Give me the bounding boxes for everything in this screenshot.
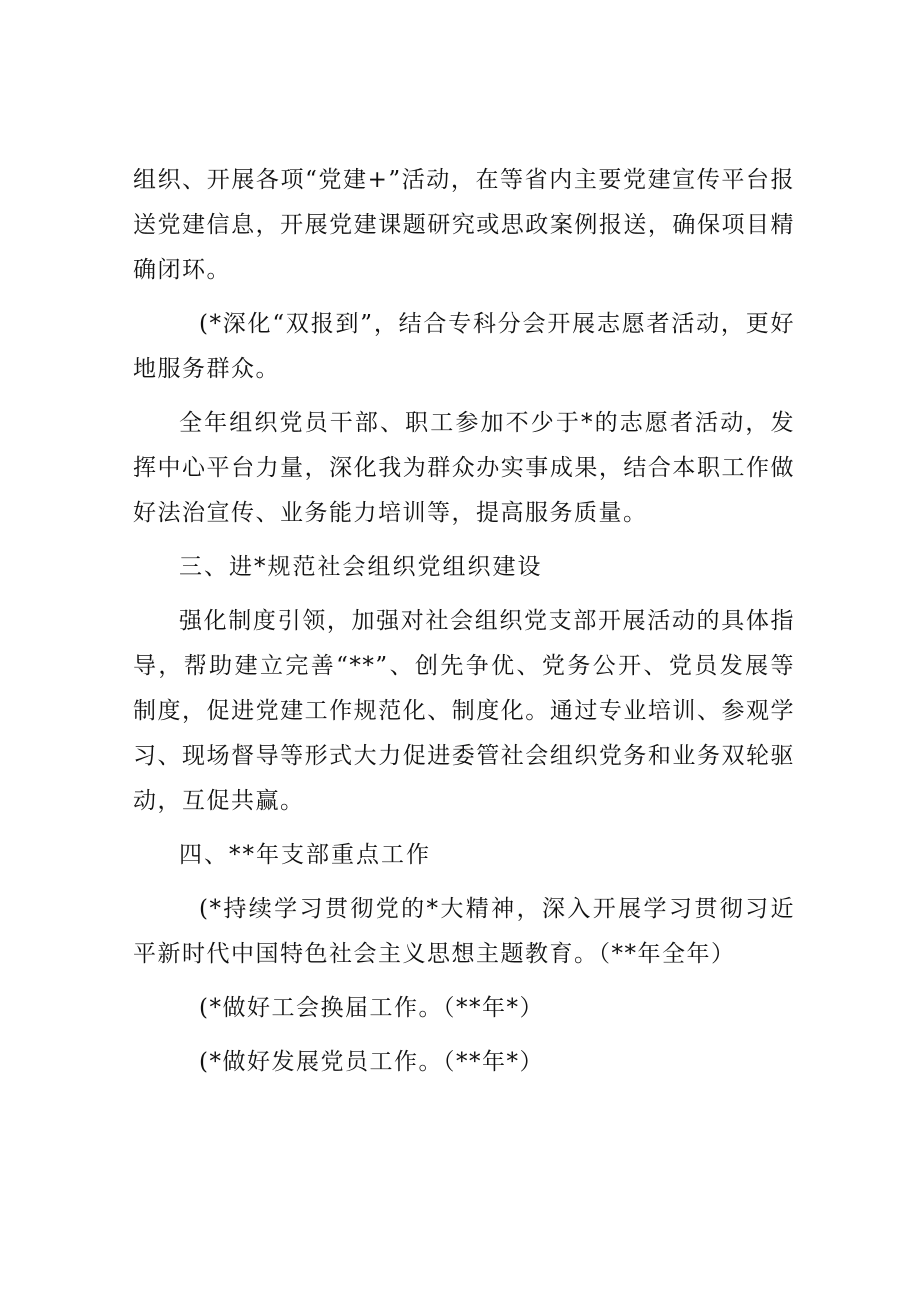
document-body (133, 158, 795, 1094)
paragraph-volunteer-activities: 全年组织党员干部、职工参加不少于*的志愿者活动，发挥中心平台力量，深化我为群众办实事成果，结合本职工作做好法治宣传、业务能力培训等，提高服务质量。 (133, 410, 795, 526)
list-item-union-election: (*做好工会换届工作。（**年*） (199, 995, 544, 1021)
list-item-continue-study: (*持续学习贯彻党的*大精神，深入开展学习贯彻习近平新时代中国特色社会主义思想主题教育。（**年全年） (133, 896, 795, 967)
list-item-party-member-development: (*做好发展党员工作。（**年*） (199, 1049, 544, 1075)
section-heading-four: 四、**年支部重点工作 (179, 842, 431, 868)
section-heading-three: 三、进*规范社会组织党组织建设 (179, 554, 543, 580)
paragraph-continuation: 组织、开展各项“党建+”活动，在等省内主要党建宣传平台报送党建信息，开展党建课题研究或思政案例报送，确保项目精确闭环。 (133, 167, 795, 283)
list-item-deepen-dual-report: (*深化“双报到”，结合专科分会开展志愿者活动，更好地服务群众。 (133, 311, 795, 382)
paragraph-institution-guidance: 强化制度引领，加强对社会组织党支部开展活动的具体指导，帮助建立完善“**”、创先争优、党务公开、党员发展等制度，促进党建工作规范化、制度化。通过专业培训、参观学习、现场督导等形式大力促进委管社会组织党务和业务双轮驱动，互促共赢。 (133, 608, 795, 814)
